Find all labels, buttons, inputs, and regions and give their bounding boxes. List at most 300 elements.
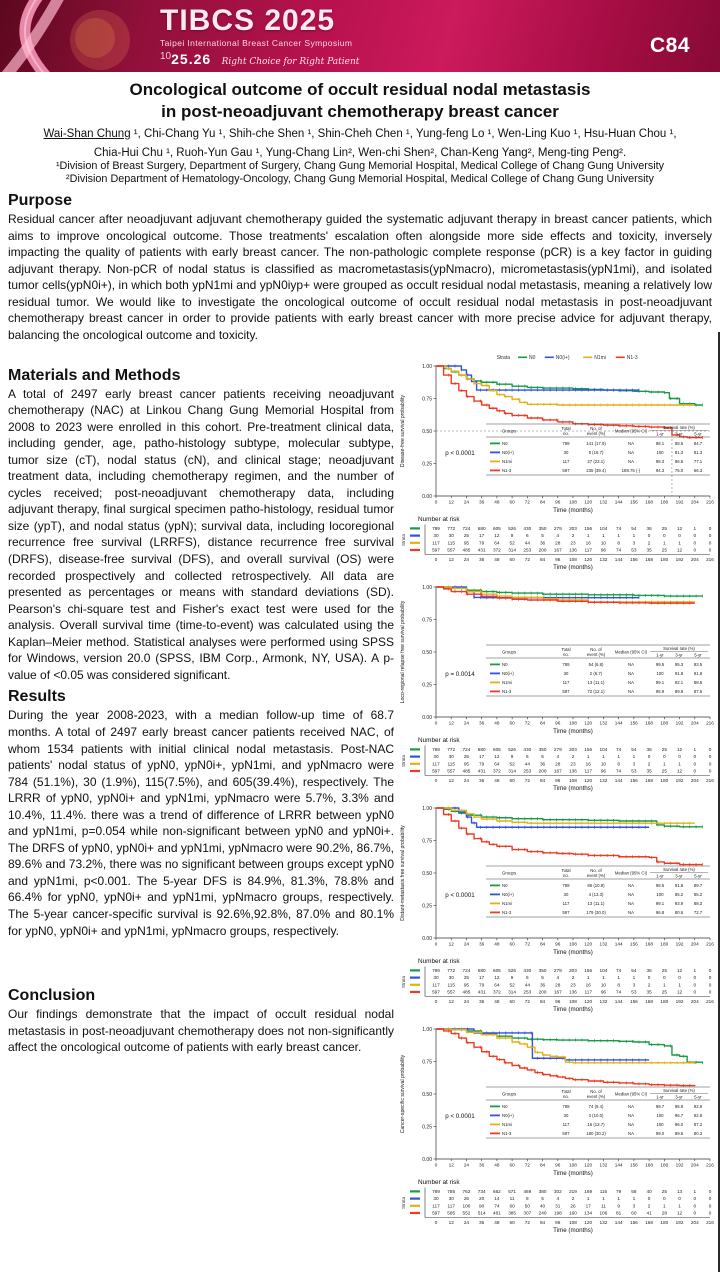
svg-text:1: 1 — [663, 760, 666, 766]
svg-text:Groups: Groups — [502, 870, 517, 876]
svg-text:144: 144 — [614, 499, 623, 505]
svg-text:350: 350 — [538, 525, 547, 531]
p-value: p < 0.0001 — [445, 1112, 475, 1120]
svg-text:N0: N0 — [502, 440, 508, 446]
svg-text:0.50: 0.50 — [422, 1091, 432, 1098]
poster-code: C84 — [649, 34, 690, 57]
number-at-risk-table — [401, 958, 714, 1013]
svg-text:1: 1 — [693, 525, 697, 531]
svg-text:25: 25 — [661, 989, 667, 995]
svg-text:99.1: 99.1 — [655, 900, 665, 906]
svg-text:84: 84 — [539, 556, 546, 562]
svg-text:1: 1 — [632, 753, 636, 759]
main-columns — [0, 346, 720, 1242]
svg-text:0: 0 — [434, 777, 438, 783]
svg-text:24: 24 — [463, 499, 470, 505]
svg-text:2 (6.7): 2 (6.7) — [589, 670, 603, 676]
summary-table — [486, 1087, 710, 1138]
svg-text:0: 0 — [678, 753, 681, 759]
svg-text:169: 169 — [584, 1188, 593, 1194]
svg-text:0: 0 — [647, 1195, 651, 1201]
svg-text:144: 144 — [614, 556, 623, 562]
svg-text:680: 680 — [477, 967, 486, 973]
svg-text:12: 12 — [676, 1210, 683, 1216]
svg-text:485: 485 — [462, 989, 471, 995]
summary-table — [486, 424, 710, 475]
svg-text:104: 104 — [599, 746, 608, 752]
svg-text:Median (95% CI): Median (95% CI) — [614, 870, 648, 876]
purpose-heading: Purpose — [8, 192, 73, 210]
svg-text:64: 64 — [494, 539, 500, 545]
svg-text:6: 6 — [526, 532, 529, 538]
svg-text:597: 597 — [562, 688, 570, 694]
svg-text:11: 11 — [601, 1202, 606, 1208]
svg-text:605: 605 — [492, 967, 501, 973]
svg-text:104: 104 — [599, 525, 608, 531]
svg-text:30: 30 — [448, 974, 454, 980]
svg-text:3-yr: 3-yr — [675, 1094, 683, 1100]
svg-text:100: 100 — [656, 1121, 664, 1127]
svg-text:96: 96 — [555, 941, 561, 947]
km-plots-column — [398, 346, 720, 1242]
svg-text:106: 106 — [599, 1210, 608, 1216]
svg-text:789: 789 — [562, 661, 570, 667]
svg-text:12: 12 — [676, 525, 683, 531]
svg-text:10: 10 — [600, 760, 607, 766]
svg-text:597: 597 — [432, 1210, 440, 1216]
svg-text:81.3: 81.3 — [674, 449, 684, 455]
svg-text:160: 160 — [569, 1210, 577, 1216]
svg-text:167: 167 — [553, 768, 562, 774]
svg-text:no.: no. — [563, 1093, 569, 1099]
svg-text:0.25: 0.25 — [422, 460, 432, 467]
svg-text:0: 0 — [708, 1202, 712, 1208]
svg-text:789: 789 — [562, 1103, 570, 1109]
svg-text:132: 132 — [599, 1219, 608, 1225]
purpose-body: Residual cancer after neoadjuvant adjuvant chemotherapy guided the systematic adjuvant therapy in breast cancer patients, which aims to improve oncological outcome. Those treatments' escalation often alongside more side effects and toxicity, inversely impacting the quality of patients with early breast cancer. The non-pathologic complete response (pCR) is a key factor in guiding adjuvant therapy. Non-pCR of nodal status is classified as macrometastasis(ypNmacro), micrometastasis(ypN1mi), and isolated tumor cells(ypN0i+), in which both ypN1mi and ypN0iyp+ were grouped as occult residual nodal metastasis, meaning a relatively low residual tumor. We would like to investigate the oncological outcome of occult residual nodal metastasis in post-neoadjuvant chemotherapy breast cancer in order to provide patients with early breast cancer with more precise advice for adjuvant therapy, balancing the oncological outcome and toxicity. — [8, 212, 712, 343]
svg-text:N1mi: N1mi — [502, 458, 513, 464]
svg-text:168: 168 — [645, 720, 654, 726]
svg-text:NA: NA — [628, 1112, 634, 1118]
svg-text:12: 12 — [494, 532, 500, 538]
svg-text:30: 30 — [433, 753, 439, 759]
svg-text:80.6: 80.6 — [674, 909, 684, 915]
svg-text:event (%): event (%) — [586, 1093, 606, 1099]
svg-text:1: 1 — [602, 1195, 605, 1201]
svg-text:0: 0 — [434, 1219, 438, 1225]
svg-text:Loco-regional relapse free sur: Loco-regional relapse free survival probability — [400, 600, 406, 703]
svg-text:74: 74 — [494, 1202, 500, 1208]
svg-text:0: 0 — [693, 974, 697, 980]
svg-text:87.2: 87.2 — [693, 1121, 703, 1127]
svg-text:192: 192 — [675, 777, 684, 783]
svg-text:302: 302 — [553, 1188, 562, 1194]
svg-text:Time (months): Time (months) — [553, 948, 593, 956]
poster-header — [0, 0, 720, 72]
svg-text:203: 203 — [569, 746, 577, 752]
svg-text:Number at risk: Number at risk — [418, 736, 460, 744]
svg-text:117: 117 — [562, 679, 570, 685]
svg-text:314: 314 — [508, 768, 517, 774]
svg-text:216: 216 — [706, 556, 714, 562]
svg-text:0: 0 — [434, 998, 438, 1004]
svg-text:30: 30 — [563, 1112, 569, 1118]
conclusion-body: Our findings demonstrate that the impact of occult residual nodal metastasis in post-neoadjuvant chemotherapy does not non-significantly affect the oncological outcome of patients with early breast cancer. — [8, 1007, 394, 1055]
svg-text:0: 0 — [678, 532, 681, 538]
svg-text:0: 0 — [434, 499, 438, 505]
svg-text:53: 53 — [631, 768, 637, 774]
svg-text:96: 96 — [555, 499, 561, 505]
svg-text:789: 789 — [432, 746, 440, 752]
svg-text:98.1: 98.1 — [655, 440, 665, 446]
svg-text:Total: Total — [561, 1088, 571, 1094]
svg-text:0: 0 — [647, 753, 651, 759]
svg-text:NA: NA — [628, 679, 634, 685]
svg-text:95.3: 95.3 — [674, 661, 684, 667]
svg-text:Total: Total — [561, 867, 571, 873]
svg-text:2: 2 — [571, 532, 575, 538]
svg-text:28: 28 — [661, 1210, 667, 1216]
svg-text:12: 12 — [448, 720, 454, 726]
logo-title: TIBCS 2025 — [160, 4, 336, 37]
svg-text:0: 0 — [708, 746, 712, 752]
svg-text:156: 156 — [629, 720, 638, 726]
svg-text:0: 0 — [708, 981, 712, 987]
svg-text:108: 108 — [569, 1219, 577, 1225]
svg-text:192: 192 — [675, 499, 684, 505]
svg-text:1: 1 — [693, 746, 697, 752]
svg-text:2: 2 — [647, 760, 651, 766]
svg-text:3-yr: 3-yr — [675, 652, 683, 658]
svg-text:734: 734 — [477, 1188, 486, 1194]
svg-text:95: 95 — [463, 539, 470, 545]
svg-text:35: 35 — [646, 768, 652, 774]
svg-text:3-yr: 3-yr — [675, 873, 683, 879]
svg-text:168: 168 — [645, 556, 654, 562]
svg-text:96.0: 96.0 — [674, 1121, 684, 1127]
svg-text:25: 25 — [463, 974, 470, 980]
purpose-section — [0, 185, 720, 343]
logo-subtitle: Taipei International Breast Cancer Symposium — [160, 38, 353, 48]
svg-text:156: 156 — [629, 499, 638, 505]
svg-text:431: 431 — [477, 768, 486, 774]
svg-text:74: 74 — [616, 989, 622, 995]
svg-text:0: 0 — [663, 1195, 666, 1201]
km-plot-svg-3 — [398, 800, 720, 1016]
svg-text:84: 84 — [539, 941, 546, 947]
svg-text:N1-3: N1-3 — [502, 909, 512, 915]
svg-text:13: 13 — [676, 1188, 683, 1194]
svg-text:0: 0 — [708, 532, 712, 538]
svg-text:167: 167 — [553, 989, 562, 995]
svg-text:0.00: 0.00 — [422, 493, 432, 500]
svg-text:117: 117 — [562, 900, 570, 906]
svg-text:12: 12 — [676, 746, 683, 752]
svg-text:No. of: No. of — [590, 867, 602, 873]
svg-text:60: 60 — [509, 777, 515, 783]
svg-text:79: 79 — [479, 760, 485, 766]
svg-text:12: 12 — [676, 547, 683, 553]
svg-text:25: 25 — [661, 746, 667, 752]
svg-text:99.0: 99.0 — [655, 1130, 665, 1136]
svg-text:526: 526 — [508, 525, 517, 531]
svg-text:44: 44 — [524, 539, 530, 545]
svg-text:144: 144 — [614, 998, 623, 1004]
svg-text:91.8: 91.8 — [674, 670, 684, 676]
svg-text:461: 461 — [492, 1210, 501, 1216]
svg-text:100: 100 — [656, 1112, 664, 1118]
svg-text:168: 168 — [645, 777, 654, 783]
svg-text:168: 168 — [645, 1162, 654, 1168]
svg-text:350: 350 — [538, 746, 547, 752]
svg-text:4: 4 — [556, 753, 560, 759]
svg-text:0: 0 — [434, 556, 438, 562]
svg-text:585: 585 — [447, 1210, 456, 1216]
svg-text:0: 0 — [678, 974, 681, 980]
svg-text:30: 30 — [433, 974, 439, 980]
svg-text:100: 100 — [656, 670, 664, 676]
svg-text:24: 24 — [463, 556, 470, 562]
svg-text:96: 96 — [555, 720, 561, 726]
svg-text:86 (10.9): 86 (10.9) — [587, 882, 605, 888]
svg-text:89.6: 89.6 — [674, 1130, 684, 1136]
svg-text:89.7: 89.7 — [693, 882, 703, 888]
svg-text:96.8: 96.8 — [655, 909, 665, 915]
svg-text:26: 26 — [463, 1195, 470, 1201]
svg-text:1: 1 — [617, 753, 620, 759]
svg-text:99.7: 99.7 — [655, 1103, 665, 1109]
svg-text:99.1: 99.1 — [655, 679, 665, 685]
svg-text:0: 0 — [708, 753, 712, 759]
svg-text:0: 0 — [663, 532, 666, 538]
svg-text:60: 60 — [509, 941, 515, 947]
svg-text:36: 36 — [646, 967, 652, 973]
svg-text:350: 350 — [538, 967, 547, 973]
p-value: p < 0.0001 — [445, 449, 475, 457]
svg-text:87.6: 87.6 — [693, 688, 703, 694]
svg-text:25: 25 — [463, 753, 470, 759]
svg-text:314: 314 — [508, 989, 517, 995]
svg-text:NA: NA — [628, 891, 634, 897]
svg-text:1: 1 — [617, 1195, 620, 1201]
svg-text:NA: NA — [628, 440, 634, 446]
svg-text:Strata: Strata — [496, 354, 510, 361]
svg-text:117: 117 — [584, 547, 592, 553]
svg-text:Time (months): Time (months) — [553, 1005, 593, 1013]
svg-text:13 (11.1): 13 (11.1) — [587, 679, 605, 685]
svg-text:60: 60 — [509, 720, 515, 726]
svg-text:1: 1 — [632, 974, 636, 980]
svg-text:216: 216 — [706, 499, 714, 505]
svg-text:4: 4 — [556, 532, 560, 538]
svg-text:72: 72 — [524, 998, 530, 1004]
svg-text:762: 762 — [462, 1188, 471, 1194]
svg-text:Strata: Strata — [401, 533, 406, 546]
svg-text:132: 132 — [599, 777, 608, 783]
svg-text:216: 216 — [706, 777, 714, 783]
svg-text:no.: no. — [563, 430, 569, 436]
svg-text:200: 200 — [538, 989, 547, 995]
km-plot-2 — [398, 579, 720, 795]
svg-text:10: 10 — [600, 539, 607, 545]
svg-text:108: 108 — [569, 556, 577, 562]
svg-text:605: 605 — [492, 746, 501, 752]
svg-text:26: 26 — [570, 1202, 576, 1208]
conclusion-heading: Conclusion — [8, 987, 96, 1005]
svg-text:36: 36 — [479, 998, 485, 1004]
svg-text:0: 0 — [693, 1195, 697, 1201]
km-plot-svg-1 — [398, 348, 720, 574]
svg-text:108: 108 — [569, 998, 577, 1004]
svg-text:136: 136 — [569, 768, 577, 774]
svg-text:84: 84 — [539, 1162, 546, 1168]
svg-text:52: 52 — [509, 539, 515, 545]
svg-text:72: 72 — [524, 941, 530, 947]
svg-text:0: 0 — [693, 768, 697, 774]
svg-text:36: 36 — [479, 777, 485, 783]
svg-text:N0: N0 — [529, 354, 536, 361]
svg-text:16: 16 — [585, 981, 591, 987]
svg-text:144: 144 — [614, 941, 623, 947]
svg-text:5: 5 — [541, 753, 544, 759]
svg-text:11: 11 — [509, 1195, 515, 1201]
svg-text:74: 74 — [616, 525, 622, 531]
svg-text:253: 253 — [523, 989, 532, 995]
svg-text:0.25: 0.25 — [422, 902, 432, 909]
svg-text:NA: NA — [628, 1103, 634, 1109]
svg-text:662: 662 — [492, 1188, 501, 1194]
svg-text:4 (13.3): 4 (13.3) — [588, 891, 604, 897]
svg-text:5 (16.7): 5 (16.7) — [588, 449, 604, 455]
svg-text:3: 3 — [632, 539, 636, 545]
axes — [400, 805, 714, 955]
dates-days: 25.26 — [171, 51, 212, 67]
svg-text:120: 120 — [584, 941, 593, 947]
title-block — [0, 72, 720, 185]
svg-text:96: 96 — [600, 768, 607, 774]
svg-text:48: 48 — [494, 499, 500, 505]
svg-text:1-yr: 1-yr — [656, 431, 664, 437]
svg-text:72.7: 72.7 — [693, 909, 703, 915]
svg-text:52: 52 — [509, 981, 515, 987]
svg-text:N1-3: N1-3 — [502, 688, 512, 694]
svg-text:0: 0 — [693, 547, 697, 553]
conference-logo — [160, 6, 359, 69]
svg-text:117: 117 — [432, 539, 440, 545]
svg-text:35: 35 — [646, 547, 652, 553]
svg-text:380: 380 — [538, 1188, 547, 1194]
svg-text:1: 1 — [617, 532, 620, 538]
svg-text:5: 5 — [541, 532, 544, 538]
svg-text:24: 24 — [463, 941, 470, 947]
reference-lines — [436, 431, 710, 496]
svg-text:12: 12 — [676, 967, 683, 973]
svg-text:120: 120 — [584, 1219, 593, 1225]
svg-text:156: 156 — [584, 746, 593, 752]
svg-text:N1mi: N1mi — [502, 679, 513, 685]
svg-text:120: 120 — [584, 1162, 593, 1168]
svg-text:36: 36 — [539, 539, 546, 545]
svg-text:23: 23 — [570, 539, 576, 545]
svg-text:88.3: 88.3 — [693, 900, 703, 906]
svg-text:66.3: 66.3 — [693, 467, 703, 473]
svg-text:NA: NA — [628, 1130, 634, 1136]
svg-text:0.50: 0.50 — [422, 870, 432, 877]
svg-text:789: 789 — [562, 440, 570, 446]
svg-text:48: 48 — [494, 720, 500, 726]
summary-table — [486, 866, 710, 917]
svg-text:60: 60 — [509, 1219, 515, 1225]
svg-text:12: 12 — [448, 941, 454, 947]
svg-text:N1mi: N1mi — [594, 354, 606, 361]
svg-text:48: 48 — [494, 941, 500, 947]
svg-text:0: 0 — [708, 974, 712, 980]
svg-text:36: 36 — [479, 1219, 485, 1225]
svg-text:120: 120 — [584, 499, 593, 505]
svg-text:279: 279 — [553, 525, 562, 531]
svg-text:1: 1 — [586, 753, 590, 759]
svg-text:event (%): event (%) — [586, 872, 606, 878]
svg-text:514: 514 — [477, 1210, 486, 1216]
methods-body: A total of 2497 early breast cancer patients receiving neoadjuvant chemotherapy (NAC) at Linkou Chang Gung Memorial Hospital from 2008 to 2023 were enrolled in this cohort. Pre-treatment clinical data, including gender, age, patho-histology subtype, molecular subtype, tumor size (cT), nodal status (cN), and clinical stage; neoadjuvant treatment data, including chemotherapy regimen, and the number of cycles received; post-neoadjuvant chemotherapy data, including adjuvant therapy, final surgical specimen patho-histology, residual tumor size (ypT), and nodal status (ypN); survival data, including locoregional recurrence free survival (LRRFS), distance recurrence free survival (DRFS), disease-free survival (DFS), and overall survival (OS) were recorded prospectively and collected retrospectively. All data are presented as percentages or means with standard deviations (SD). Pearson's chi-square test and Fisher's exact test were used for the analysis. Overall survival time (time-to-event) was calculated using the Kaplan–Meier method. Statistical analyses were performed using SPSS for Windows, version 20.0 (SPSS, IBM Corp., Armonk, NY, USA). A p-value of <0.05 was considered significant. — [8, 386, 394, 682]
svg-text:85.2: 85.2 — [693, 891, 703, 897]
results-body: During the year 2008-2023, with a median follow-up time of 68.7 months. A total of 2497 early breast cancer patients received NAC, of whom 1534 patients with initial clinical nodal metastasis. Post-NAC patients' nodal status of ypN0, ypN0i+, ypN1mi, and ypNmacro were 784 (51.1%), 30 (1.9%), 115(7.5%), and 605(39.4%), respectively. The LRRR of ypN0, ypN0i+ and ypN1mi, ypNmacro were 5.7%, 3.3% and 10.4%, 11.4%. there was a trend of difference of LRRR between ypN0 and ypN1mi, p=0.054 while non-significant between ypN0 and ypN0i+. The DRFS of ypN0, ypN0i+ and ypN1mi, ypNmacro were 90.2%, 86.7%, 89.6% and 73.2%, there was no significant between groups except ypN0 and ypN1mi, p<0.001. The 5-year DFS is 84.9%, 81.3%, 78.8% and 66.4% for ypN0, ypN0i+ and ypN1mi, ypNmacro groups, respectively. The 5-year cancer-specific survival is 92.6%,92.8%, 87.0% and 80.1% for ypN0, ypN0i+ and ypN1mi, ypNmacro groups, respectively. — [8, 708, 394, 938]
svg-text:12: 12 — [448, 1162, 454, 1168]
svg-text:NA: NA — [628, 1121, 634, 1127]
dates-month: 10 — [160, 51, 172, 62]
svg-text:156: 156 — [629, 1162, 638, 1168]
svg-text:17: 17 — [585, 1202, 591, 1208]
svg-text:0: 0 — [708, 539, 712, 545]
first-author: Wai-Shan Chung — [43, 128, 131, 141]
svg-text:93.9: 93.9 — [674, 900, 684, 906]
svg-text:54: 54 — [631, 967, 637, 973]
km-plot-svg-4 — [398, 1021, 720, 1237]
svg-text:134: 134 — [584, 1210, 593, 1216]
svg-text:98.6: 98.6 — [655, 882, 665, 888]
svg-text:17: 17 — [479, 974, 485, 980]
svg-text:597: 597 — [562, 467, 570, 473]
svg-text:6: 6 — [526, 753, 529, 759]
svg-text:430: 430 — [523, 967, 532, 973]
svg-text:23: 23 — [570, 981, 576, 987]
svg-text:557: 557 — [447, 989, 456, 995]
svg-text:192: 192 — [675, 1162, 684, 1168]
svg-text:5-yr: 5-yr — [694, 873, 702, 879]
svg-text:24: 24 — [463, 777, 470, 783]
svg-text:117: 117 — [562, 458, 570, 464]
svg-text:117: 117 — [432, 1202, 440, 1208]
svg-text:5-yr: 5-yr — [694, 431, 702, 437]
results-heading: Results — [8, 688, 66, 706]
svg-text:24: 24 — [463, 998, 470, 1004]
svg-text:557: 557 — [447, 768, 456, 774]
svg-text:95.9: 95.9 — [655, 688, 665, 694]
svg-text:156: 156 — [584, 525, 593, 531]
svg-text:1: 1 — [678, 760, 681, 766]
svg-text:N0: N0 — [502, 1103, 508, 1109]
svg-text:372: 372 — [492, 768, 501, 774]
svg-text:307: 307 — [523, 1210, 532, 1216]
svg-text:17: 17 — [479, 532, 485, 538]
svg-text:216: 216 — [706, 998, 714, 1004]
svg-text:106: 106 — [462, 1202, 471, 1208]
svg-text:36: 36 — [539, 981, 546, 987]
svg-text:N0(i+): N0(i+) — [502, 670, 514, 676]
svg-text:54 (6.8): 54 (6.8) — [588, 661, 604, 667]
svg-text:469: 469 — [523, 1188, 532, 1194]
svg-text:Time (months): Time (months) — [553, 506, 593, 514]
